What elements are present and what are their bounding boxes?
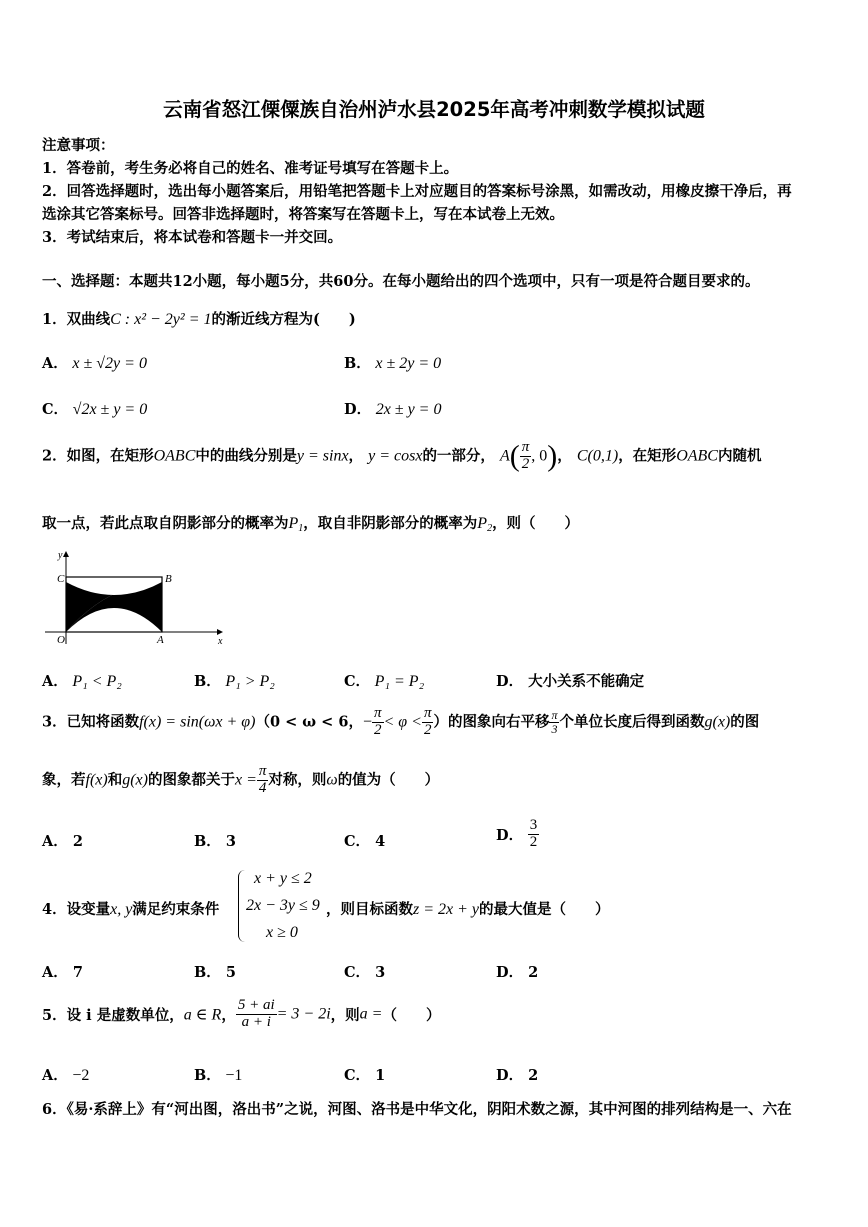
question-2-line1: 2．如图，在矩形OABC中的曲线分别是y = sinx， y = cosx的一部分， A( $\frac{\pi}{2}$ , 0)， C(0,1)，在矩形OABC内随机 <box>42 439 762 473</box>
fig-label-a: A <box>157 634 164 646</box>
question-2-line2: 取一点，若此点取自阴影部分的概率为$P_1$，取自非阴影部分的概率为$P_2$，则（ ） <box>42 515 580 534</box>
fig-label-y: y <box>58 550 63 561</box>
notice-item: 选涂其它答案标号。回答非选择题时，将答案写在答题卡上，写在本试卷上无效。 <box>42 206 564 223</box>
question-4-stem: 4．设变量x, y满足约束条件 <box>42 901 220 918</box>
fig-label-b: B <box>165 573 172 585</box>
question-4-objective: ，则目标函数z = 2x + y的最大值是（ ） <box>326 901 610 918</box>
q3-option-d[interactable]: D． $\frac{3}{2}$ <box>496 817 538 850</box>
constraint-brace <box>238 870 245 942</box>
notice-heading: 注意事项： <box>42 137 115 154</box>
q5-option-b[interactable]: B． −1 <box>194 1067 243 1084</box>
q4-option-d[interactable]: D． 2 <box>496 964 539 981</box>
notice-item: 1．答卷前，考生务必将自己的姓名、准考证号填写在答题卡上。 <box>42 160 459 177</box>
constraint-1: x + y ≤ 2 <box>254 870 312 887</box>
q2-option-d[interactable]: D． 大小关系不能确定 <box>496 673 645 690</box>
q2-option-a[interactable]: A． P₁ < P₂ <box>42 673 122 690</box>
q4-option-a[interactable]: A． 7 <box>42 964 83 981</box>
q1-option-d[interactable]: D． 2x ± y = 0 <box>344 401 442 418</box>
q1-option-c[interactable]: C． √2x ± y = 0 <box>42 401 148 418</box>
page-title: 云南省怒江傈僳族自治州泸水县2025年高考冲刺数学模拟试题 <box>163 98 705 121</box>
section-heading: 一、选择题：本题共12小题，每小题5分，共60分。在每小题给出的四个选项中，只有一项是符合题目要求的。 <box>42 273 760 290</box>
q5-option-c[interactable]: C． 1 <box>344 1067 386 1084</box>
q4-option-b[interactable]: B． 5 <box>194 964 236 981</box>
constraint-3: x ≥ 0 <box>266 924 298 941</box>
constraint-2: 2x − 3y ≤ 9 <box>246 897 320 914</box>
q5-option-d[interactable]: D． 2 <box>496 1067 539 1084</box>
q4-option-c[interactable]: C． 3 <box>344 964 386 981</box>
q3-option-b[interactable]: B． 3 <box>194 833 236 850</box>
q5-option-a[interactable]: A． −2 <box>42 1067 90 1084</box>
question-1-stem: 1．双曲线C : x² − 2y² = 1的渐近线方程为( ) <box>42 311 356 328</box>
fig-label-c: C <box>57 573 65 585</box>
q3-option-a[interactable]: A． 2 <box>42 833 83 850</box>
question-3-line2: 象，若f(x)和g(x)的图象都关于x = $\frac{\pi}{4}$ 对称，则ω的值为（ ） <box>42 763 440 796</box>
q3-option-c[interactable]: C． 4 <box>344 833 386 850</box>
q2-option-c[interactable]: C． P₁ = P₂ <box>344 673 425 690</box>
question-3-line1: 3．已知将函数f(x) = sin(ωx + φ)（0 < ω < 6，− $\frac{\pi}{2}$ < φ < $\frac{\pi}{2}$ ）的图象向右平移 $\frac{\pi}{3}$ 个单位长度后得到函数g(x)的图 <box>42 705 760 738</box>
question-6-stem: 6．《易·系辞上》有“河出图，洛出书”之说，河图、洛书是中华文化，阴阳术数之源，其中河图的排列结构是一、六在 <box>42 1101 792 1118</box>
fig-label-x: x <box>218 636 223 647</box>
q1-option-b[interactable]: B． x ± 2y = 0 <box>344 355 442 372</box>
notice-item: 2．回答选择题时，选出每小题答案后，用铅笔把答题卡上对应题目的答案标号涂黑，如需改动，用橡皮擦干净后，再 <box>42 183 792 200</box>
fig-label-o: O <box>57 634 65 646</box>
q2-figure <box>40 548 230 648</box>
q1-option-a[interactable]: A． x ± √2y = 0 <box>42 355 147 372</box>
q2-option-b[interactable]: B． P₁ > P₂ <box>194 673 275 690</box>
notice-item: 3．考试结束后，将本试卷和答题卡一并交回。 <box>42 229 343 246</box>
question-5-stem: 5．设 i 是虚数单位，a ∈ R， $\frac{5 + ai}{a + i}$ = 3 − 2i，则a =（ ） <box>42 997 441 1030</box>
